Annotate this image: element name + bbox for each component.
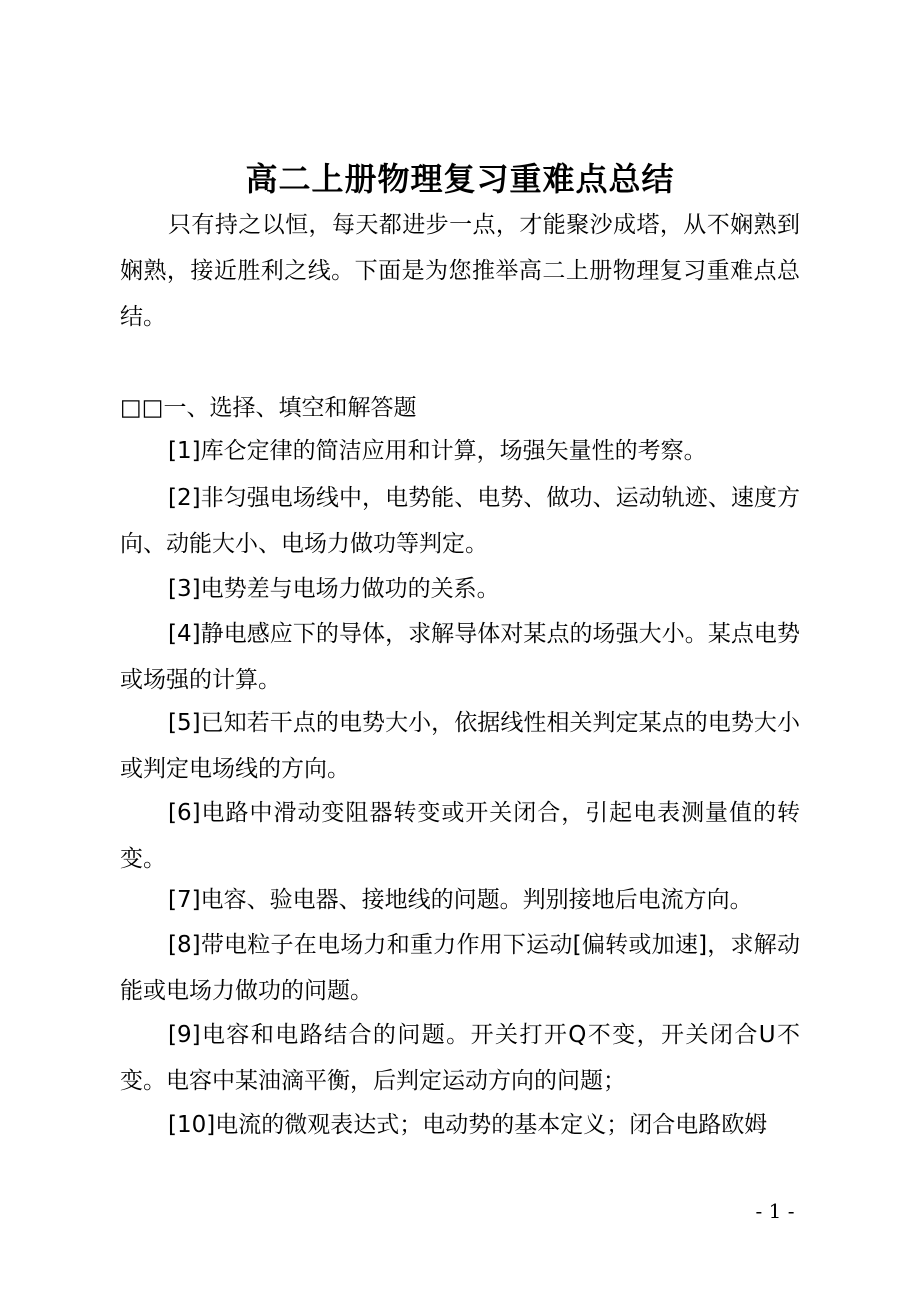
list-item: [5]已知若干点的电势大小，依据线性相关判定某点的电势大小或判定电场线的方向。 [120,710,800,782]
document-title: 高二上册物理复习重难点总结 [245,160,675,198]
list-item: [7]电容、验电器、接地线的问题。判别接地后电流方向。 [168,887,753,913]
list-item: [6]电路中滑动变阻器转变或开关闭合，引起电表测量值的转变。 [120,800,800,872]
intro-paragraph: 只有持之以恒，每天都进步一点，才能聚沙成塔，从不娴熟到娴熟，接近胜利之线。下面是为您推举高二上册物理复习重难点总结。 [120,212,800,330]
list-item: [1]库仑定律的简洁应用和计算，场强矢量性的考察。 [168,438,707,464]
page-number: - 1 - [755,1199,795,1223]
list-item: [8]带电粒子在电场力和重力作用下运动[偏转或加速]，求解动能或电场力做功的问题。 [120,932,800,1004]
list-item: [4]静电感应下的导体，求解导体对某点的场强大小。某点电势或场强的计算。 [120,621,800,693]
list-item: [9]电容和电路结合的问题。开关打开Q不变，开关闭合U不变。电容中某油滴平衡，后判定运动方向的问题； [120,1022,800,1094]
list-item: [3]电势差与电场力做功的关系。 [168,576,500,602]
list-item: [10]电流的微观表达式；电动势的基本定义；闭合电路欧姆 [168,1112,768,1138]
section-heading: □□一、选择、填空和解答题 [120,395,417,421]
list-item: [2]非匀强电场线中，电势能、电势、做功、运动轨迹、速度方向、动能大小、电场力做功等判定。 [120,485,800,557]
